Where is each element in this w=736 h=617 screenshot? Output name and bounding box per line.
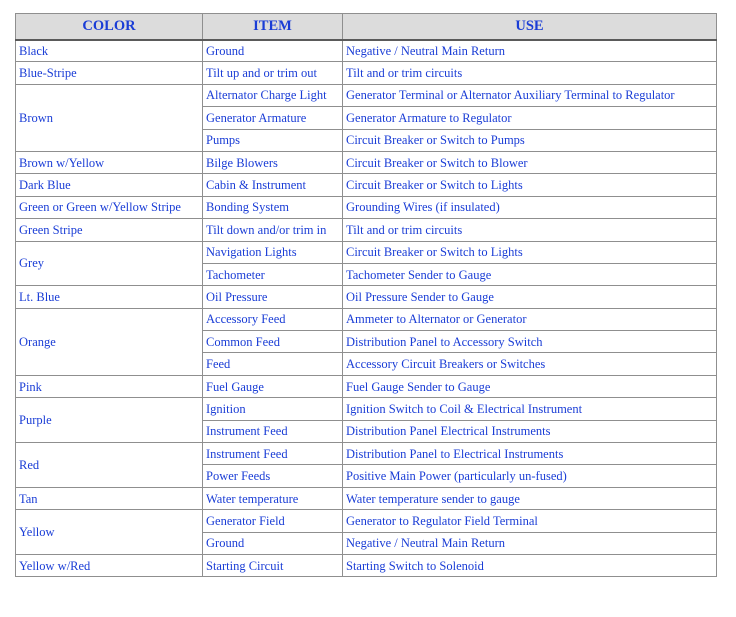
- item-cell: Tilt down and/or trim in: [203, 219, 343, 241]
- item-cell: Pumps: [203, 129, 343, 151]
- table-row: [16, 151, 717, 173]
- table-row: [16, 174, 717, 196]
- table-row: [16, 40, 717, 62]
- item-cell: Water temperature: [203, 487, 343, 509]
- header-use: USE: [343, 14, 717, 40]
- item-cell: Ground: [203, 532, 343, 554]
- wire-color-table: [15, 13, 717, 577]
- color-cell: Blue-Stripe: [16, 62, 203, 84]
- table-row: [16, 308, 717, 330]
- item-cell: Ground: [203, 40, 343, 62]
- use-cell: Ignition Switch to Coil & Electrical Instrument: [343, 398, 717, 420]
- item-cell: Cabin & Instrument: [203, 174, 343, 196]
- item-cell: Generator Armature: [203, 107, 343, 129]
- use-cell: Generator Terminal or Alternator Auxiliary Terminal to Regulator: [343, 84, 717, 106]
- item-cell: Feed: [203, 353, 343, 375]
- color-cell: Orange: [16, 308, 203, 375]
- item-cell: Ignition: [203, 398, 343, 420]
- use-cell: Circuit Breaker or Switch to Pumps: [343, 129, 717, 151]
- item-cell: Instrument Feed: [203, 420, 343, 442]
- table-row: [16, 84, 717, 106]
- color-cell: Purple: [16, 398, 203, 443]
- color-cell: Green or Green w/Yellow Stripe: [16, 196, 203, 218]
- header-item: ITEM: [203, 14, 343, 40]
- color-cell: Lt. Blue: [16, 286, 203, 308]
- use-cell: Generator Armature to Regulator: [343, 107, 717, 129]
- table-row: [16, 398, 717, 420]
- use-cell: Ammeter to Alternator or Generator: [343, 308, 717, 330]
- use-cell: Negative / Neutral Main Return: [343, 40, 717, 62]
- use-cell: Oil Pressure Sender to Gauge: [343, 286, 717, 308]
- table-header: [16, 14, 717, 40]
- use-cell: Circuit Breaker or Switch to Lights: [343, 174, 717, 196]
- item-cell: Bilge Blowers: [203, 151, 343, 173]
- item-cell: Starting Circuit: [203, 554, 343, 576]
- use-cell: Positive Main Power (particularly un-fused): [343, 465, 717, 487]
- use-cell: Starting Switch to Solenoid: [343, 554, 717, 576]
- table-row: [16, 510, 717, 532]
- use-cell: Grounding Wires (if insulated): [343, 196, 717, 218]
- use-cell: Generator to Regulator Field Terminal: [343, 510, 717, 532]
- use-cell: Distribution Panel Electrical Instruments: [343, 420, 717, 442]
- use-cell: Circuit Breaker or Switch to Lights: [343, 241, 717, 263]
- color-cell: Brown w/Yellow: [16, 151, 203, 173]
- use-cell: Tilt and or trim circuits: [343, 219, 717, 241]
- table-row: [16, 554, 717, 576]
- use-cell: Water temperature sender to gauge: [343, 487, 717, 509]
- table-row: [16, 196, 717, 218]
- color-cell: Black: [16, 40, 203, 62]
- item-cell: Common Feed: [203, 331, 343, 353]
- item-cell: Tilt up and or trim out: [203, 62, 343, 84]
- color-cell: Dark Blue: [16, 174, 203, 196]
- table-row: [16, 62, 717, 84]
- item-cell: Navigation Lights: [203, 241, 343, 263]
- item-cell: Alternator Charge Light: [203, 84, 343, 106]
- color-cell: Yellow: [16, 510, 203, 555]
- table-row: [16, 286, 717, 308]
- item-cell: Tachometer: [203, 263, 343, 285]
- table-body: [16, 40, 717, 577]
- use-cell: Circuit Breaker or Switch to Blower: [343, 151, 717, 173]
- color-cell: Red: [16, 443, 203, 488]
- item-cell: Accessory Feed: [203, 308, 343, 330]
- use-cell: Accessory Circuit Breakers or Switches: [343, 353, 717, 375]
- item-cell: Oil Pressure: [203, 286, 343, 308]
- color-cell: Green Stripe: [16, 219, 203, 241]
- use-cell: Tachometer Sender to Gauge: [343, 263, 717, 285]
- color-cell: Brown: [16, 84, 203, 151]
- item-cell: Fuel Gauge: [203, 375, 343, 397]
- wire-color-table-container: [15, 13, 717, 577]
- table-row: [16, 443, 717, 465]
- color-cell: Yellow w/Red: [16, 554, 203, 576]
- item-cell: Generator Field: [203, 510, 343, 532]
- item-cell: Bonding System: [203, 196, 343, 218]
- color-cell: Tan: [16, 487, 203, 509]
- item-cell: Instrument Feed: [203, 443, 343, 465]
- table-row: [16, 219, 717, 241]
- header-row: [16, 14, 717, 40]
- header-color: COLOR: [16, 14, 203, 40]
- use-cell: Distribution Panel to Electrical Instruments: [343, 443, 717, 465]
- use-cell: Distribution Panel to Accessory Switch: [343, 331, 717, 353]
- use-cell: Fuel Gauge Sender to Gauge: [343, 375, 717, 397]
- use-cell: Negative / Neutral Main Return: [343, 532, 717, 554]
- table-row: [16, 375, 717, 397]
- table-row: [16, 241, 717, 263]
- item-cell: Power Feeds: [203, 465, 343, 487]
- table-row: [16, 487, 717, 509]
- color-cell: Pink: [16, 375, 203, 397]
- use-cell: Tilt and or trim circuits: [343, 62, 717, 84]
- color-cell: Grey: [16, 241, 203, 286]
